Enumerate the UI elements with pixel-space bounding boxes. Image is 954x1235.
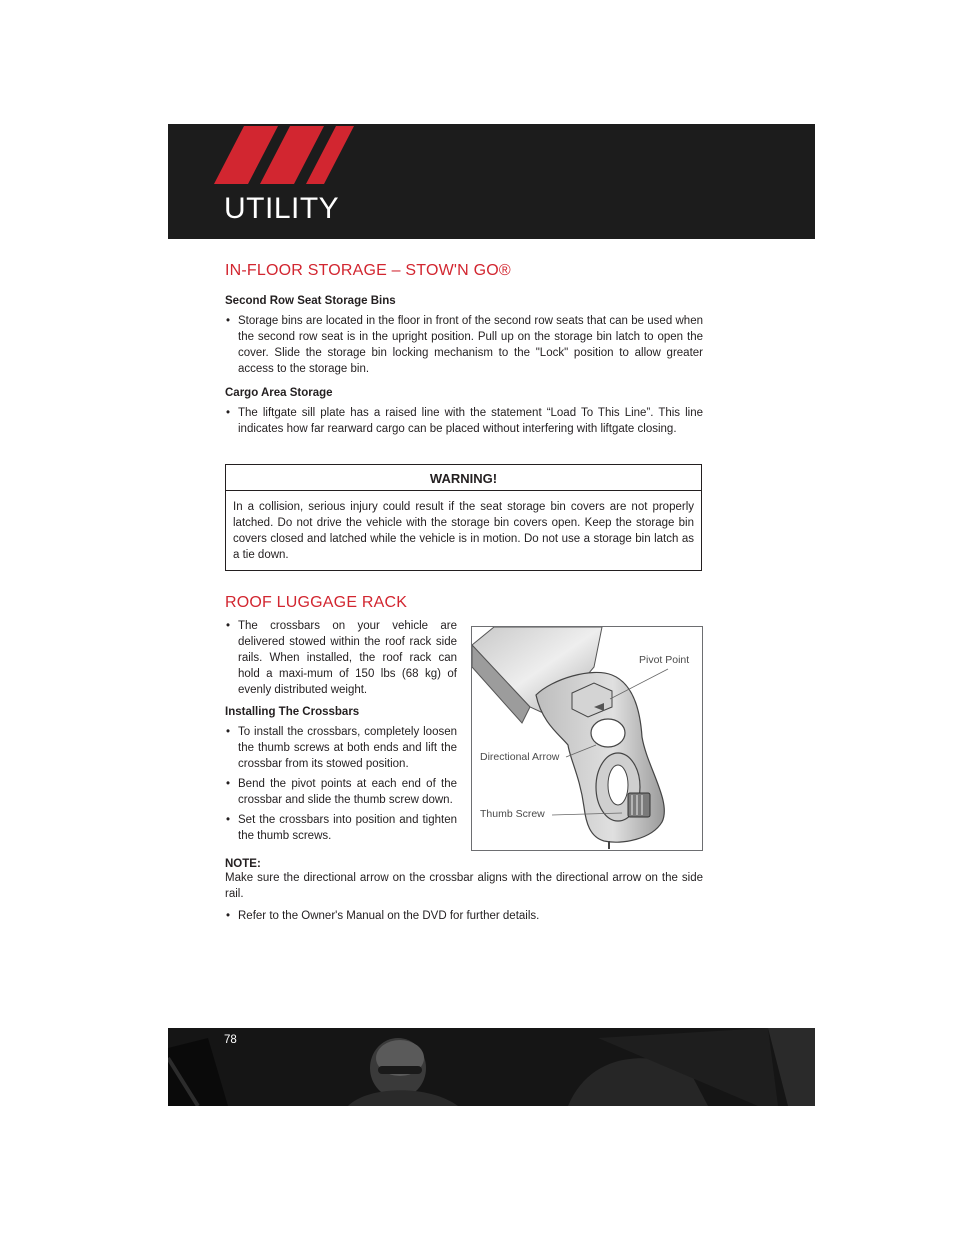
bullet-list: [225, 908, 703, 924]
list-item: • To install the crossbars, completely loosen the thumb screws at both ends and lift the crossbar from its stowed position.: [225, 724, 457, 772]
brand-stripes-logo: [214, 126, 364, 184]
warning-title: WARNING!: [226, 465, 701, 491]
footer-photo: [168, 1028, 815, 1106]
page-number: 78: [224, 1034, 237, 1046]
bullet-list: [225, 313, 703, 377]
label-pivot-point: Pivot Point: [639, 654, 690, 666]
bullet-list: [225, 724, 457, 844]
subheading-second-row-bins: Second Row Seat Storage Bins: [225, 295, 396, 307]
in-floor-storage-section: [225, 262, 703, 437]
footer-photo-band: [168, 1028, 815, 1106]
note-section: [225, 858, 703, 924]
note-label: NOTE:: [225, 858, 261, 870]
list-item: • The liftgate sill plate has a raised line with the statement “Load To This Line”. This line indicates how far rearward cargo can be placed without interfering with liftgate closing.: [225, 405, 703, 437]
section-title-roof-luggage-rack: ROOF LUGGAGE RACK: [225, 594, 408, 611]
label-thumb-screw: Thumb Screw: [480, 808, 545, 820]
note-text: Make sure the directional arrow on the crossbar aligns with the directional arrow on the side rail.: [225, 872, 703, 900]
page-title: UTILITY: [224, 192, 340, 225]
list-item: • Bend the pivot points at each end of the crossbar and slide the thumb screw down.: [225, 776, 457, 808]
label-directional-arrow: Directional Arrow: [480, 751, 560, 763]
header-band: [168, 124, 815, 239]
list-item: • The crossbars on your vehicle are delivered stowed within the roof rack side rails. When installed, the roof rack can hold a maxi-mum of 150 lbs (68 kg) of evenly distributed weight.: [225, 618, 457, 698]
roof-rack-text-column: [225, 618, 457, 844]
list-item: • Set the crossbars into position and tighten the thumb screws.: [225, 812, 457, 844]
warning-box: [225, 464, 702, 571]
section-title-in-floor-storage: IN-FLOOR STORAGE – STOW'N GO®: [225, 262, 511, 279]
subheading-cargo-area: Cargo Area Storage: [225, 387, 333, 399]
crossbar-figure: [471, 626, 703, 851]
warning-text: In a collision, serious injury could result if the seat storage bin covers are not properly latched. Do not drive the vehicle with the storage bin covers open. Keep the storage bin covers closed and latched while the vehicle is in motion. Do not use a storage bin latch as a tie down.: [233, 501, 694, 561]
list-item: • Refer to the Owner's Manual on the DVD for further details.: [225, 908, 703, 924]
bullet-list: [225, 618, 457, 698]
subheading-installing-crossbars: Installing The Crossbars: [225, 706, 360, 718]
bullet-list: [225, 405, 703, 437]
list-item: • Storage bins are located in the floor in front of the second row seats that can be used when the second row seat is in the upright position. Pull up on the storage bin latch to open the cover. Slide the storage bin locking mechanism to the "Lock" position to allow greater access to the storage bin.: [225, 313, 703, 377]
